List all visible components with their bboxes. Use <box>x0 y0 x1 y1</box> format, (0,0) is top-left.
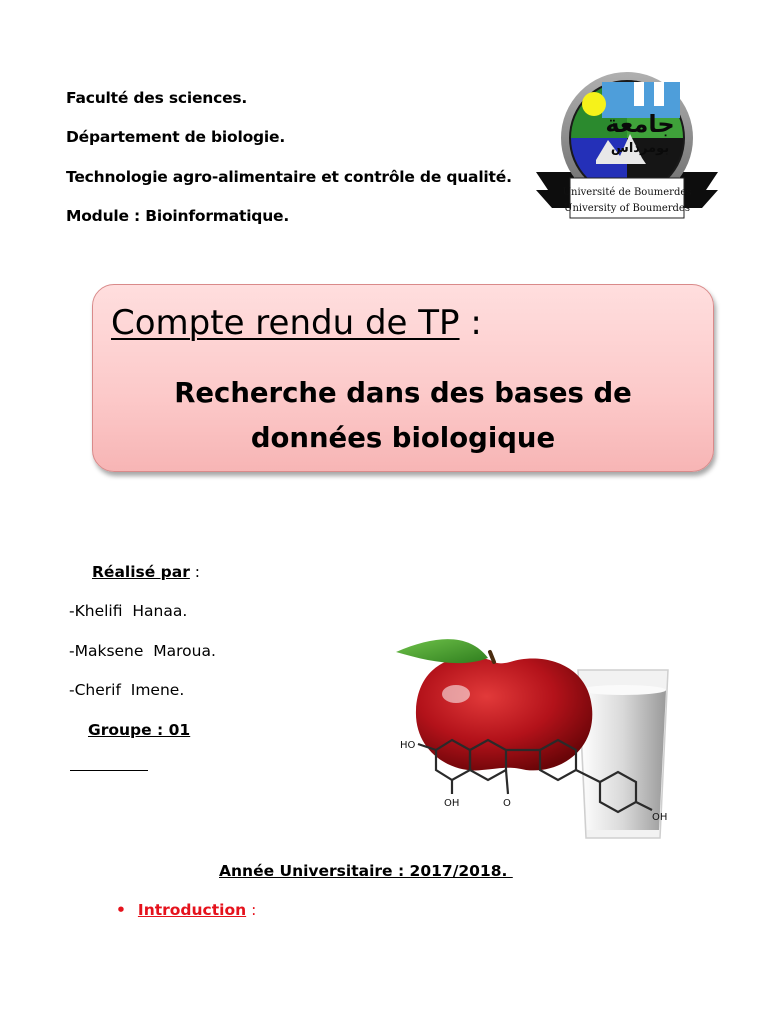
authors-heading <box>92 563 200 581</box>
program-line: Technologie agro-alimentaire et contrôle de qualité. <box>66 168 512 186</box>
report-title-colon: : <box>459 303 482 343</box>
underline-rule <box>70 770 148 771</box>
introduction-bullet: • <box>116 901 126 919</box>
svg-text:بومرداس: بومرداس <box>610 141 670 156</box>
faculty-line: Faculté des sciences. <box>66 89 248 107</box>
group-label: Groupe : 01 <box>88 721 191 739</box>
report-title-text: Compte rendu de TP <box>111 303 460 343</box>
authors-label: Réalisé par <box>92 563 190 581</box>
title-box <box>92 284 714 472</box>
molecule-label-o: O <box>503 798 511 809</box>
author-1: -Khelifi Hanaa. <box>69 602 188 620</box>
introduction-heading <box>116 901 256 919</box>
author-2: -Maksene Maroua. <box>69 642 216 660</box>
logo-name-fr: Université de Boumerdes <box>562 187 692 198</box>
introduction-colon: : <box>246 901 257 919</box>
svg-text:جامعة: جامعة <box>605 110 675 138</box>
department-line: Département de biologie. <box>66 128 286 146</box>
logo-name-en: University of Boumerdes <box>564 203 690 214</box>
report-title <box>111 303 482 343</box>
university-logo <box>534 68 720 224</box>
introduction-label: Introduction <box>137 901 247 919</box>
molecule-label-oh-right: OH <box>652 812 668 823</box>
academic-year: Année Universitaire : 2017/2018. <box>219 862 513 880</box>
report-subtitle: Recherche dans des bases de données biologique <box>174 377 632 454</box>
module-line: Module : Bioinformatique. <box>66 207 290 225</box>
molecule-label-oh-bottom: OH <box>444 798 460 809</box>
author-3: -Cherif Imene. <box>69 681 185 699</box>
authors-colon: : <box>189 563 201 581</box>
molecule-label-ho: HO <box>400 740 416 751</box>
apple-milk-molecule-illustration <box>390 632 680 844</box>
